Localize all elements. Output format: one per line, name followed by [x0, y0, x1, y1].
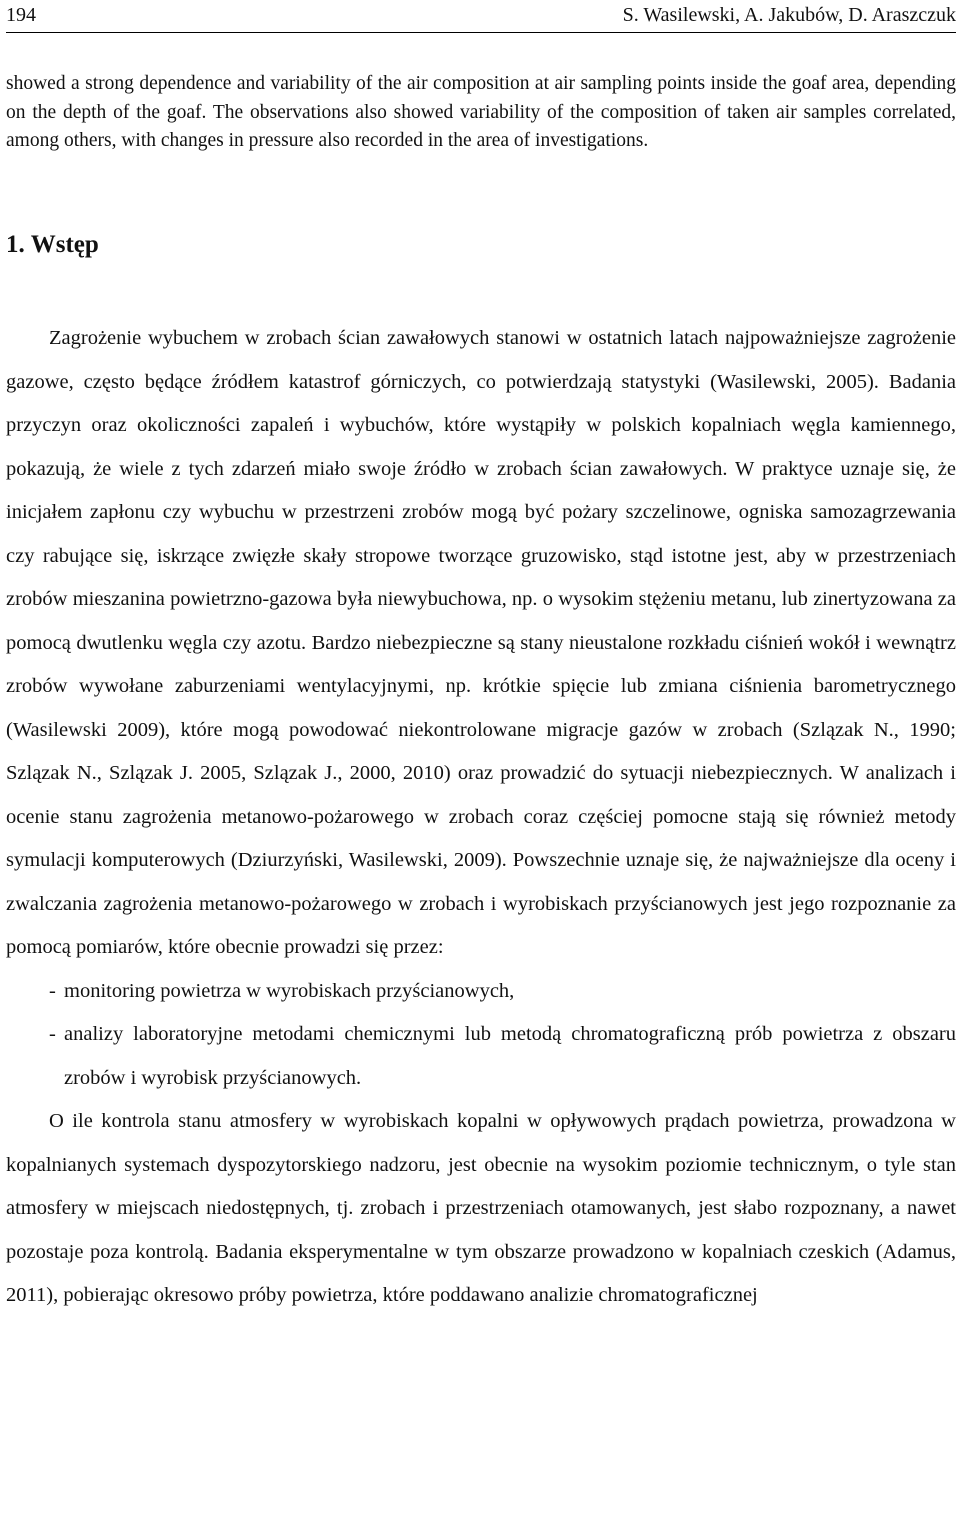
list-item-text: analizy laboratoryjne metodami chemicznymi lub metodą chromatograficzną prób powietrza z obszaru zrobów i wyrobisk przyścianowych.: [64, 1023, 956, 1089]
list-item: [49, 970, 956, 1014]
section-title: Wstęp: [30, 231, 99, 258]
list-dash: -: [49, 1023, 56, 1045]
paragraph-2: O ile kontrola stanu atmosfery w wyrobiskach kopalni w opływowych prądach powietrza, prowadzona w kopalnianych systemach dyspozytorskiego nadzoru, jest obecnie na wysokim poziomie technicznym, o tyle stan atmosfery w miejscach niedostępnych, tj. zrobach i przestrzeniach otamowanych, jest słabo rozpoznany, a nawet pozostaje poza kontrolą. Badania eksperymentalne w tym obszarze prowadzono w kopalniach czeskich (Adamus, 2011), pobierając okresowo próby powietrza, które poddawano analizie chromatograficznej: [6, 1110, 956, 1306]
abstract-continuation: showed a strong dependence and variability of the air composition at air sampling points inside the goaf area, depending on the depth of the goaf. The observations also showed variability of the composition of taken air samples correlated, among others, with changes in pressure also recorded in the area of investigations.: [6, 73, 956, 151]
paragraph-1: Zagrożenie wybuchem w zrobach ścian zawałowych stanowi w ostatnich latach najpoważniejsze zagrożenie gazowe, często będące źródłem katastrof górniczych, co potwierdzają statystyki (Wasilewski, 2005). Badania przyczyn oraz okoliczności zapaleń i wybuchów, które wystąpiły w polskich kopalniach węgla kamiennego, pokazują, że wiele z tych zdarzeń miało swoje źródło w zrobach ścian zawałowych. W praktyce uznaje się, że inicjałem zapłonu czy wybuchu w przestrzeni zrobów mogą być pożary szczelinowe, ogniska samozagrzewania czy rabujące się, iskrzące zwięzłe skały stropowe tworzące gruzowisko, stąd istotne jest, aby w przestrzeniach zrobów mieszanina powietrzno-gazowa była niewybuchowa, np. o wysokim stężeniu metanu, lub zinertyzowana za pomocą dwutlenku węgla czy azotu. Bardzo niebezpieczne są stany nieustalone rozkładu ciśnień wokół i wewnątrz zrobów wywołane zaburzeniami wentylacyjnymi, np. krótkie spięcie lub zmiana ciśnienia barometrycznego (Wasilewski 2009), które mogą powodować niekontrolowane migracje gazów w zrobach (Szlązak N., 1990; Szlązak N., Szlązak J. 2005, Szlązak J., 2000, 2010) oraz prowadzić do sytuacji niebezpiecznych. W analizach i ocenie stanu zagrożenia metanowo-pożarowego w zrobach coraz częściej pomocne stają się również metody symulacji komputerowych (Dziurzyński, Wasilewski, 2009). Powszechnie uznaje się, że najważniejsze dla oceny i zwalczania zagrożenia metanowo-pożarowego w zrobach i wyrobiskach przyścianowych jest jego rozpoznanie za pomocą pomiarów, które obecnie prowadzi się przez:: [6, 327, 956, 958]
list-item-text: monitoring powietrza w wyrobiskach przyścianowych,: [64, 979, 515, 1002]
running-header: [6, 0, 956, 33]
section-heading: [6, 231, 105, 259]
list-item: [49, 1013, 956, 1100]
measurement-list: [6, 970, 956, 1101]
body-text: [6, 317, 956, 1318]
page-number: 194: [6, 4, 36, 26]
section-number: 1.: [6, 231, 25, 258]
running-header-authors: S. Wasilewski, A. Jakubów, D. Araszczuk: [622, 4, 956, 26]
list-dash: -: [49, 979, 56, 1002]
